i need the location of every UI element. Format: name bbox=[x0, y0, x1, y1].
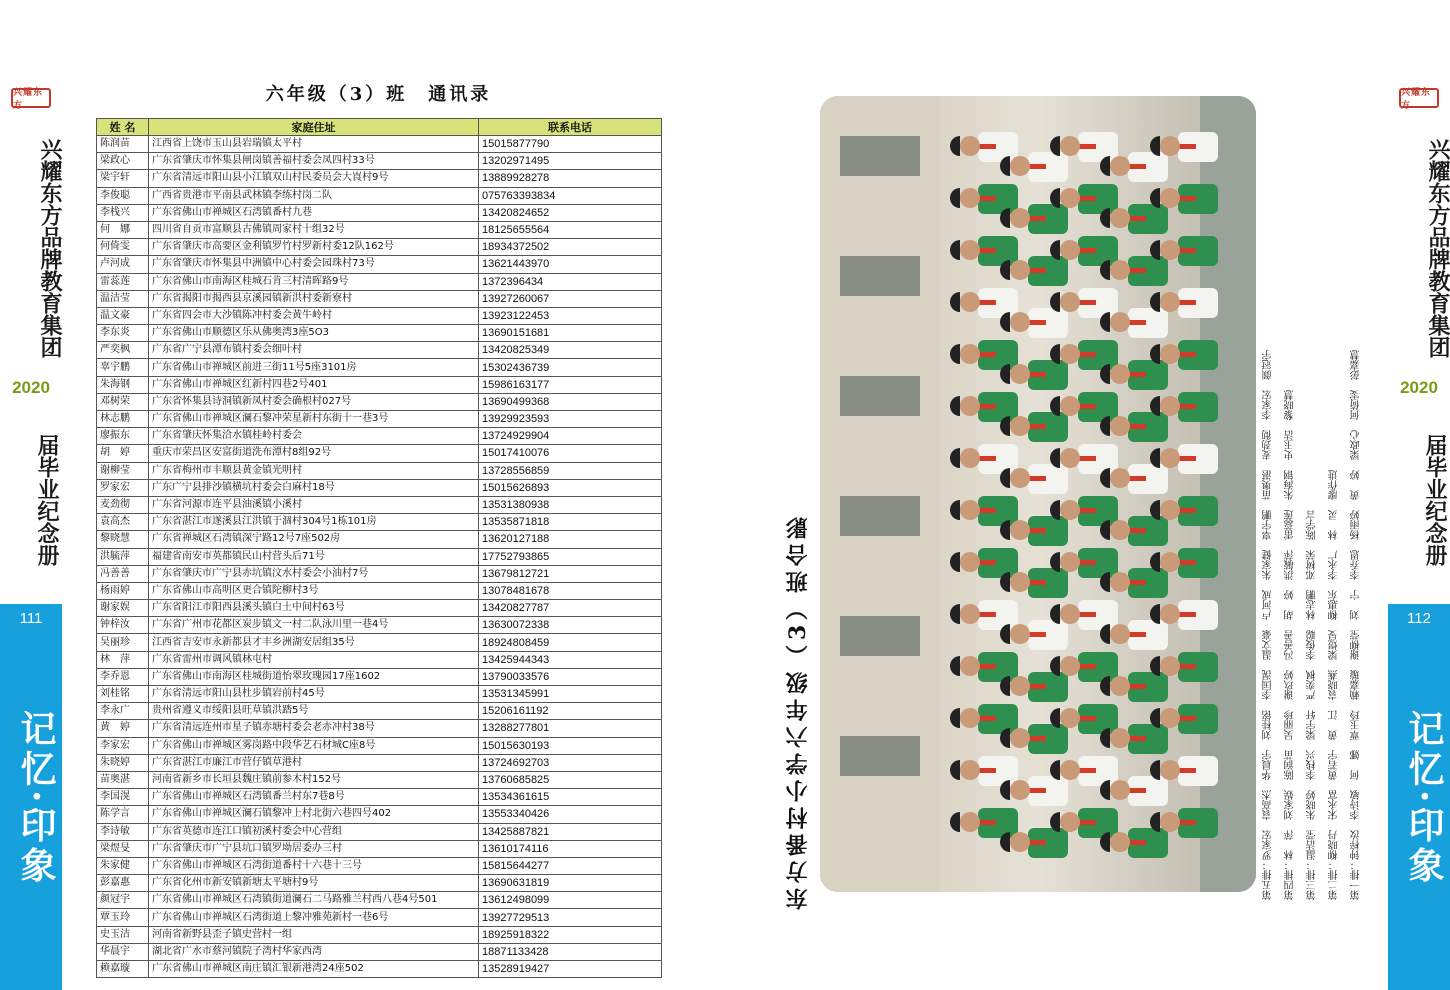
table-row bbox=[97, 651, 662, 668]
cell-name: 雷蕊莲 bbox=[97, 273, 149, 290]
cell-name: 陈学言 bbox=[97, 806, 149, 823]
table-row bbox=[97, 307, 662, 324]
cell-phone: 13690499368 bbox=[479, 393, 662, 410]
brand-name: 兴耀东方品牌教育集团 bbox=[1425, 138, 1450, 358]
cell-phone: 13610174116 bbox=[479, 840, 662, 857]
cell-name: 卢河成 bbox=[97, 256, 149, 273]
table-row bbox=[97, 892, 662, 909]
table-row bbox=[97, 720, 662, 737]
table-row bbox=[97, 290, 662, 307]
cell-address: 广东省肇庆市高要区金利镇罗竹村罗新村委12队162号 bbox=[149, 239, 479, 256]
cell-address: 广东省河源市连平县油溪镇小溪村 bbox=[149, 496, 479, 513]
cell-phone: 13202971495 bbox=[479, 153, 662, 170]
cell-name: 冯善善 bbox=[97, 565, 149, 582]
cell-phone: 15302436739 bbox=[479, 359, 662, 376]
cell-name: 温文豪 bbox=[97, 307, 149, 324]
table-row bbox=[97, 136, 662, 153]
cell-name: 梁宇轩 bbox=[97, 170, 149, 187]
cell-phone: 15015877790 bbox=[479, 136, 662, 153]
cell-name: 谢柳莹 bbox=[97, 462, 149, 479]
cell-phone: 13288277801 bbox=[479, 720, 662, 737]
table-row bbox=[97, 445, 662, 462]
cell-phone: 13679812721 bbox=[479, 565, 662, 582]
table-row bbox=[97, 806, 662, 823]
cell-name: 陈润苗 bbox=[97, 136, 149, 153]
class-photo bbox=[820, 96, 1256, 892]
cell-address: 湖北省广水市蔡河镇院子湾村华家西湾 bbox=[149, 943, 479, 960]
cell-name: 彭嘉惠 bbox=[97, 875, 149, 892]
table-row bbox=[97, 926, 662, 943]
cell-address: 广西省贵港市平南县武林镇李练村岗二队 bbox=[149, 187, 479, 204]
cell-address: 福建省南安市英都镇民山村营头后71号 bbox=[149, 548, 479, 565]
cell-address: 广东省清远市阳山县小江镇双山村民委员会大崀村9号 bbox=[149, 170, 479, 187]
cell-name: 朱家健 bbox=[97, 857, 149, 874]
cell-name: 朱海钢 bbox=[97, 376, 149, 393]
cell-phone: 18125655564 bbox=[479, 221, 662, 238]
table-row bbox=[97, 376, 662, 393]
cell-name: 罗家宏 bbox=[97, 479, 149, 496]
table-row bbox=[97, 617, 662, 634]
cell-address: 广东省怀集县诗洞镇新凤村委会确根村027号 bbox=[149, 393, 479, 410]
roster-row: 第三排：温洁莹 朱晓婷 李栈兴 梁宇轩 严奕枫 李俊聪 林志鹏 邓树荣 陈学言 bbox=[1307, 510, 1318, 900]
group-logo: 兴耀东方 bbox=[11, 88, 51, 108]
cell-phone: 13531345991 bbox=[479, 686, 662, 703]
cell-address: 广东省佛山市南海区桂城街道怡翠玫瑰园17座1602 bbox=[149, 668, 479, 685]
cell-address: 贵州省遵义市绥阳县旺草镇洪踏5号 bbox=[149, 703, 479, 720]
cell-phone: 13420825349 bbox=[479, 342, 662, 359]
table-row bbox=[97, 600, 662, 617]
cell-name: 李乔恩 bbox=[97, 668, 149, 685]
cell-phone: 13528919427 bbox=[479, 961, 662, 978]
table-row bbox=[97, 204, 662, 221]
motto: 记忆·印象 bbox=[15, 709, 57, 887]
cell-phone: 13927729513 bbox=[479, 909, 662, 926]
cell-address: 广东省佛山市禅城区石湾镇街道澜石二马路雅兰村西八巷4号501 bbox=[149, 892, 479, 909]
cell-address: 河南省新野县歪子镇史营村一组 bbox=[149, 926, 479, 943]
header-name: 姓 名 bbox=[97, 119, 149, 136]
table-row bbox=[97, 548, 662, 565]
cell-phone: 13723964​34 bbox=[479, 273, 662, 290]
table-row bbox=[97, 411, 662, 428]
table-row bbox=[97, 857, 662, 874]
cell-address: 江西省上饶市玉山县岩瑞镇太平村 bbox=[149, 136, 479, 153]
cell-phone: 15017410076 bbox=[479, 445, 662, 462]
table-row bbox=[97, 668, 662, 685]
cell-address: 广东省湛江市廉江市营仔镇草港村 bbox=[149, 754, 479, 771]
table-row bbox=[97, 496, 662, 513]
table-row bbox=[97, 565, 662, 582]
year-label: 2020 bbox=[1400, 378, 1438, 397]
cell-address: 广东省梅州市丰顺县黄金镇光明村 bbox=[149, 462, 479, 479]
cell-name: 谢家娱 bbox=[97, 600, 149, 617]
table-row bbox=[97, 187, 662, 204]
roster-row: 第四排：林 萍 刘家娱 陈润苗 吴丽珍 谢玖婷 冯善善 胡 婷 洪毓萍 雷蕊莲 朱海钢 史玉洁 黎晓慧 bbox=[1285, 390, 1296, 900]
cell-phone: 13420824652 bbox=[479, 204, 662, 221]
table-row bbox=[97, 703, 662, 720]
cell-phone: 13531380938 bbox=[479, 496, 662, 513]
motto: 记忆·印象 bbox=[1403, 709, 1445, 887]
table-row bbox=[97, 686, 662, 703]
cell-address: 广东省肇庆市广宁县赤坑镇汶水村委会小油村7号 bbox=[149, 565, 479, 582]
cell-phone: 18934372502 bbox=[479, 239, 662, 256]
cell-address: 广东省广州市花都区炭步镇文一村二队泳川里一巷4号 bbox=[149, 617, 479, 634]
table-row bbox=[97, 634, 662, 651]
photo-caption: 东方番村小学六年级（3）班合影 bbox=[785, 511, 811, 910]
class-photo-image bbox=[820, 96, 1256, 892]
cell-address: 广东省佛山市禅城区南庄镇汇银新港湾24座502 bbox=[149, 961, 479, 978]
cell-name: 何 娜 bbox=[97, 221, 149, 238]
cell-address: 江西省吉安市永新都县才丰乡洲湖安居组35号 bbox=[149, 634, 479, 651]
table-row bbox=[97, 737, 662, 754]
roster-row: 第五排：罗家宏 袁高杰 华晨宇 刘桂铭 李国滉 温文豪 卢河成 朱家健 辜宇鹏 苗奥湛 麦劲彻 李家宏 颜冠宇 bbox=[1263, 350, 1274, 900]
cell-phone: 13630072338 bbox=[479, 617, 662, 634]
cell-name: 梁煜旻 bbox=[97, 840, 149, 857]
left-sidebar bbox=[0, 0, 62, 990]
table-body bbox=[97, 136, 662, 978]
table-row bbox=[97, 359, 662, 376]
cell-address: 广东省清远连州市星子镇赤塘村委会老赤冲村38号 bbox=[149, 720, 479, 737]
cell-phone: 15015626893 bbox=[479, 479, 662, 496]
cell-address: 广东省佛山市禅城区石湾镇番村九巷 bbox=[149, 204, 479, 221]
cell-address: 广东省肇庆市广宁县坑口镇罗坳居委办三村 bbox=[149, 840, 479, 857]
cell-address: 广东省雷州市调风镇林屯村 bbox=[149, 651, 479, 668]
cell-phone: 15815644277 bbox=[479, 857, 662, 874]
table-row bbox=[97, 256, 662, 273]
cell-address: 重庆市荣昌区安富街道洗布潭村8组92号 bbox=[149, 445, 479, 462]
table-row bbox=[97, 823, 662, 840]
cell-address: 广东省清远市阳山县杜步镇岩前村45号 bbox=[149, 686, 479, 703]
cell-address: 广东省禅城区石湾镇深宁路12号7座502房 bbox=[149, 531, 479, 548]
cell-phone: 13420827787 bbox=[479, 600, 662, 617]
cell-address: 广东省佛山市禅城区红新村四巷2号401 bbox=[149, 376, 479, 393]
cell-address: 广东省佛山市南海区桂城石肯三村清晖路9号 bbox=[149, 273, 479, 290]
cell-name: 覃玉玲 bbox=[97, 909, 149, 926]
table-row bbox=[97, 909, 662, 926]
cell-name: 胡 婷 bbox=[97, 445, 149, 462]
cell-name: 麦劲彻 bbox=[97, 496, 149, 513]
cell-address: 广东省肇庆市怀集县中洲镇中心村委会园珠村73号 bbox=[149, 256, 479, 273]
cell-name: 刘桂铭 bbox=[97, 686, 149, 703]
cell-address: 广东广宁县排沙镇横坑村委会白麻村18号 bbox=[149, 479, 479, 496]
cell-address: 广东省湛江市遂溪县江洪镇于涸村304号1栋101房 bbox=[149, 514, 479, 531]
cell-name: 梁政心 bbox=[97, 153, 149, 170]
cell-address: 广东省佛山市禅城区石湾街道番村十六巷十三号 bbox=[149, 857, 479, 874]
album-title: 届毕业纪念册 bbox=[1422, 434, 1447, 566]
table-row bbox=[97, 428, 662, 445]
table-row bbox=[97, 239, 662, 256]
table-row bbox=[97, 771, 662, 788]
cell-phone: 15206161192 bbox=[479, 703, 662, 720]
table-header-row bbox=[97, 119, 662, 136]
cell-phone: 13724929904 bbox=[479, 428, 662, 445]
cell-address: 广东省佛山市禅城区石湾镇番兰村东7巷8号 bbox=[149, 789, 479, 806]
cell-phone: 17752793865 bbox=[479, 548, 662, 565]
cell-name: 黎晓慧 bbox=[97, 531, 149, 548]
table-row bbox=[97, 479, 662, 496]
cell-phone: 075763393834 bbox=[479, 187, 662, 204]
cell-phone: 15015630193 bbox=[479, 737, 662, 754]
cell-name: 李家宏 bbox=[97, 737, 149, 754]
cell-name: 黄 婷 bbox=[97, 720, 149, 737]
cell-name: 廖振东 bbox=[97, 428, 149, 445]
year-label: 2020 bbox=[12, 378, 50, 397]
cell-phone: 13534361615 bbox=[479, 789, 662, 806]
table-row bbox=[97, 170, 662, 187]
table-row bbox=[97, 789, 662, 806]
page-number: 112 bbox=[1407, 610, 1431, 627]
cell-phone: 13790033576 bbox=[479, 668, 662, 685]
cell-name: 吴丽珍 bbox=[97, 634, 149, 651]
cell-phone: 13690631819 bbox=[479, 875, 662, 892]
table-row bbox=[97, 325, 662, 342]
cell-name: 朱晓婷 bbox=[97, 754, 149, 771]
cell-address: 广东省揭阳市揭西县京溪园镇新洪村委新寮村 bbox=[149, 290, 479, 307]
cell-phone: 13760685825 bbox=[479, 771, 662, 788]
cell-name: 李东炎 bbox=[97, 325, 149, 342]
cell-name: 林志鹏 bbox=[97, 411, 149, 428]
cell-phone: 15986163177 bbox=[479, 376, 662, 393]
table-row bbox=[97, 531, 662, 548]
cell-phone: 18871133428 bbox=[479, 943, 662, 960]
cell-name: 温洁莹 bbox=[97, 290, 149, 307]
cell-address: 广东省佛山市禅城区澜石黎冲荣星新村东街十一巷3号 bbox=[149, 411, 479, 428]
cell-name: 李俊聪 bbox=[97, 187, 149, 204]
table-row bbox=[97, 221, 662, 238]
cell-phone: 13621443970 bbox=[479, 256, 662, 273]
cell-name: 李国滉 bbox=[97, 789, 149, 806]
cell-address: 广东省广宁县潭布镇村委会细叶村 bbox=[149, 342, 479, 359]
cell-address: 广东省四会市大沙镇陈冲村委会黄牛岭村 bbox=[149, 307, 479, 324]
cell-phone: 13923122453 bbox=[479, 307, 662, 324]
cell-phone: 13535871818 bbox=[479, 514, 662, 531]
cell-name: 李永广 bbox=[97, 703, 149, 720]
cell-address: 广东省化州市新安镇新塘太平塘村9号 bbox=[149, 875, 479, 892]
cell-address: 四川省自贡市富顺县古佛镇周家村十组32号 bbox=[149, 221, 479, 238]
cell-name: 严奕枫 bbox=[97, 342, 149, 359]
cell-name: 赖嘉璇 bbox=[97, 961, 149, 978]
cell-phone: 13612498099 bbox=[479, 892, 662, 909]
cell-name: 洪毓萍 bbox=[97, 548, 149, 565]
roster-row: 第一排：钟梓汝 李诗敏 何 娜 覃玉玲 赖嘉璇 谢柳莹 刘 宁 李乔恩 杨雨婷 黄 婷 梁政心 何倚雯 彭嘉慧 bbox=[1351, 350, 1362, 900]
cell-name: 苗奥湛 bbox=[97, 771, 149, 788]
table-row bbox=[97, 153, 662, 170]
cell-address: 广东省肇庆怀集洽水镇桂岭村委会 bbox=[149, 428, 479, 445]
table-row bbox=[97, 514, 662, 531]
cell-name: 颜冠宇 bbox=[97, 892, 149, 909]
roster-row: 第二排：柳晓丹 宋永富 黄若宇 黄 江 袁晓燕 梁煜旻 柳惠东 李永广 林 灵 廖作进 bbox=[1329, 470, 1340, 900]
table-row bbox=[97, 462, 662, 479]
table-row bbox=[97, 273, 662, 290]
page-number: 111 bbox=[19, 610, 43, 627]
cell-address: 广东省佛山市禅城区前进三街11号5座3101房 bbox=[149, 359, 479, 376]
header-phone: 联系电话 bbox=[479, 119, 662, 136]
cell-address: 广东省佛山市顺德区乐从佛奥湾3座5O3 bbox=[149, 325, 479, 342]
cell-phone: 13889928278 bbox=[479, 170, 662, 187]
cell-address: 广东省英德市连江口镇初溪村委会中心营组 bbox=[149, 823, 479, 840]
cell-phone: 13728556859 bbox=[479, 462, 662, 479]
cell-name: 钟梓汝 bbox=[97, 617, 149, 634]
cell-address: 广东省佛山市禅城区雾岗路中段华艺石材城C座8号 bbox=[149, 737, 479, 754]
cell-name: 何倚雯 bbox=[97, 239, 149, 256]
cell-address: 广东省佛山市禅城区澜石镇黎冲上村北街六巷四号402 bbox=[149, 806, 479, 823]
cell-name: 史玉洁 bbox=[97, 926, 149, 943]
table-row bbox=[97, 875, 662, 892]
group-logo: 兴耀东方 bbox=[1399, 88, 1439, 108]
cell-name: 林 萍 bbox=[97, 651, 149, 668]
cell-name: 辜宇鹏 bbox=[97, 359, 149, 376]
table-row bbox=[97, 943, 662, 960]
table-row bbox=[97, 754, 662, 771]
cell-phone: 13690151681 bbox=[479, 325, 662, 342]
photo-roster bbox=[1262, 230, 1382, 900]
cell-phone: 13553340426 bbox=[479, 806, 662, 823]
cell-name: 杨雨婷 bbox=[97, 582, 149, 599]
table-row bbox=[97, 342, 662, 359]
directory-table bbox=[96, 118, 662, 978]
cell-name: 华晨宇 bbox=[97, 943, 149, 960]
cell-phone: 18925918322 bbox=[479, 926, 662, 943]
cell-name: 邓树荣 bbox=[97, 393, 149, 410]
cell-phone: 13929923593 bbox=[479, 411, 662, 428]
cell-address: 广东省佛山市高明区更合镇陀柳村3号 bbox=[149, 582, 479, 599]
cell-phone: 13724692703 bbox=[479, 754, 662, 771]
table-row bbox=[97, 840, 662, 857]
table-row bbox=[97, 393, 662, 410]
header-address: 家庭住址 bbox=[149, 119, 479, 136]
cell-phone: 18924808459 bbox=[479, 634, 662, 651]
brand-name: 兴耀东方品牌教育集团 bbox=[37, 138, 62, 358]
cell-address: 广东省佛山市禅城区石湾街道上黎冲雅苑新村一巷6号 bbox=[149, 909, 479, 926]
cell-phone: 13078481678 bbox=[479, 582, 662, 599]
cell-name: 李栈兴 bbox=[97, 204, 149, 221]
cell-address: 河南省新乡市长垣县魏庄镇前参木村152号 bbox=[149, 771, 479, 788]
cell-phone: 13620127188 bbox=[479, 531, 662, 548]
directory-title: 六年级（3）班 通讯录 bbox=[265, 84, 492, 105]
cell-address: 广东省阳江市阳西县溪头镇白土中间村63号 bbox=[149, 600, 479, 617]
table-row bbox=[97, 582, 662, 599]
cell-phone: 13927260067 bbox=[479, 290, 662, 307]
cell-name: 李诗敏 bbox=[97, 823, 149, 840]
cell-name: 袁高杰 bbox=[97, 514, 149, 531]
right-sidebar bbox=[1388, 0, 1450, 990]
table-row bbox=[97, 961, 662, 978]
cell-phone: 13425887821 bbox=[479, 823, 662, 840]
album-title: 届毕业纪念册 bbox=[34, 434, 59, 566]
cell-phone: 13425944343 bbox=[479, 651, 662, 668]
cell-address: 广东省肇庆市怀集县闸岗镇善福村委会凤四村33号 bbox=[149, 153, 479, 170]
